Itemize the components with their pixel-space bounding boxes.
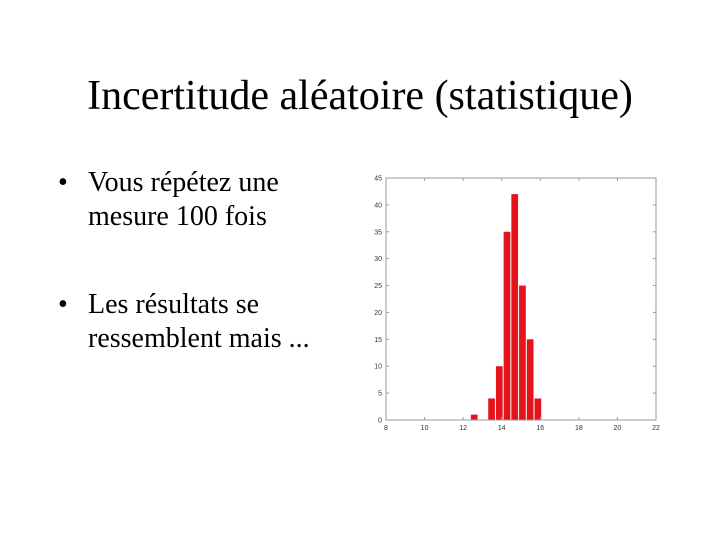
x-tick-label: 18 bbox=[574, 425, 583, 432]
histogram-bar bbox=[535, 398, 542, 420]
histogram-bar bbox=[527, 339, 534, 420]
y-tick-label: 20 bbox=[374, 309, 382, 317]
histogram-chart bbox=[364, 170, 664, 440]
histogram-bar bbox=[488, 398, 495, 420]
bullet-2-line-2: ressemblent mais ... bbox=[88, 323, 310, 354]
x-tick-label: 20 bbox=[613, 425, 622, 432]
x-tick-label: 12 bbox=[459, 425, 468, 432]
bullet-item-2 bbox=[58, 288, 358, 356]
bullet-list bbox=[58, 166, 358, 410]
y-tick-label: 40 bbox=[374, 202, 382, 210]
x-tick-label: 22 bbox=[652, 425, 660, 432]
bullet-1-line-2: mesure 100 fois bbox=[88, 201, 267, 232]
slide-title: Incertitude aléatoire (statistique) bbox=[87, 73, 633, 119]
bullet-1-line-1: Vous répétez une bbox=[88, 167, 279, 198]
histogram-svg bbox=[364, 170, 664, 440]
histogram-bar bbox=[504, 232, 511, 420]
y-tick-label: 25 bbox=[374, 283, 382, 291]
x-tick-label: 8 bbox=[384, 425, 388, 432]
histogram-bar bbox=[519, 286, 526, 420]
y-tick-label: 45 bbox=[374, 175, 382, 183]
bullet-2-line-1: Les résultats se bbox=[88, 289, 260, 320]
y-tick-label: 30 bbox=[374, 256, 382, 264]
y-tick-label: 35 bbox=[374, 229, 382, 237]
bullet-dot-2: • bbox=[58, 289, 68, 320]
bullet-item-1 bbox=[58, 166, 358, 234]
y-tick-label: 10 bbox=[374, 363, 382, 371]
x-tick-label: 14 bbox=[497, 425, 506, 432]
histogram-bar bbox=[511, 194, 518, 420]
histogram-bar bbox=[496, 366, 503, 420]
y-tick-label: 5 bbox=[378, 390, 382, 398]
y-tick-label: 0 bbox=[378, 417, 382, 425]
bullet-dot-1: • bbox=[58, 167, 68, 198]
y-tick-label: 15 bbox=[374, 336, 382, 344]
histogram-bar bbox=[471, 415, 478, 420]
x-tick-label: 10 bbox=[420, 425, 429, 432]
x-tick-label: 16 bbox=[536, 425, 545, 432]
